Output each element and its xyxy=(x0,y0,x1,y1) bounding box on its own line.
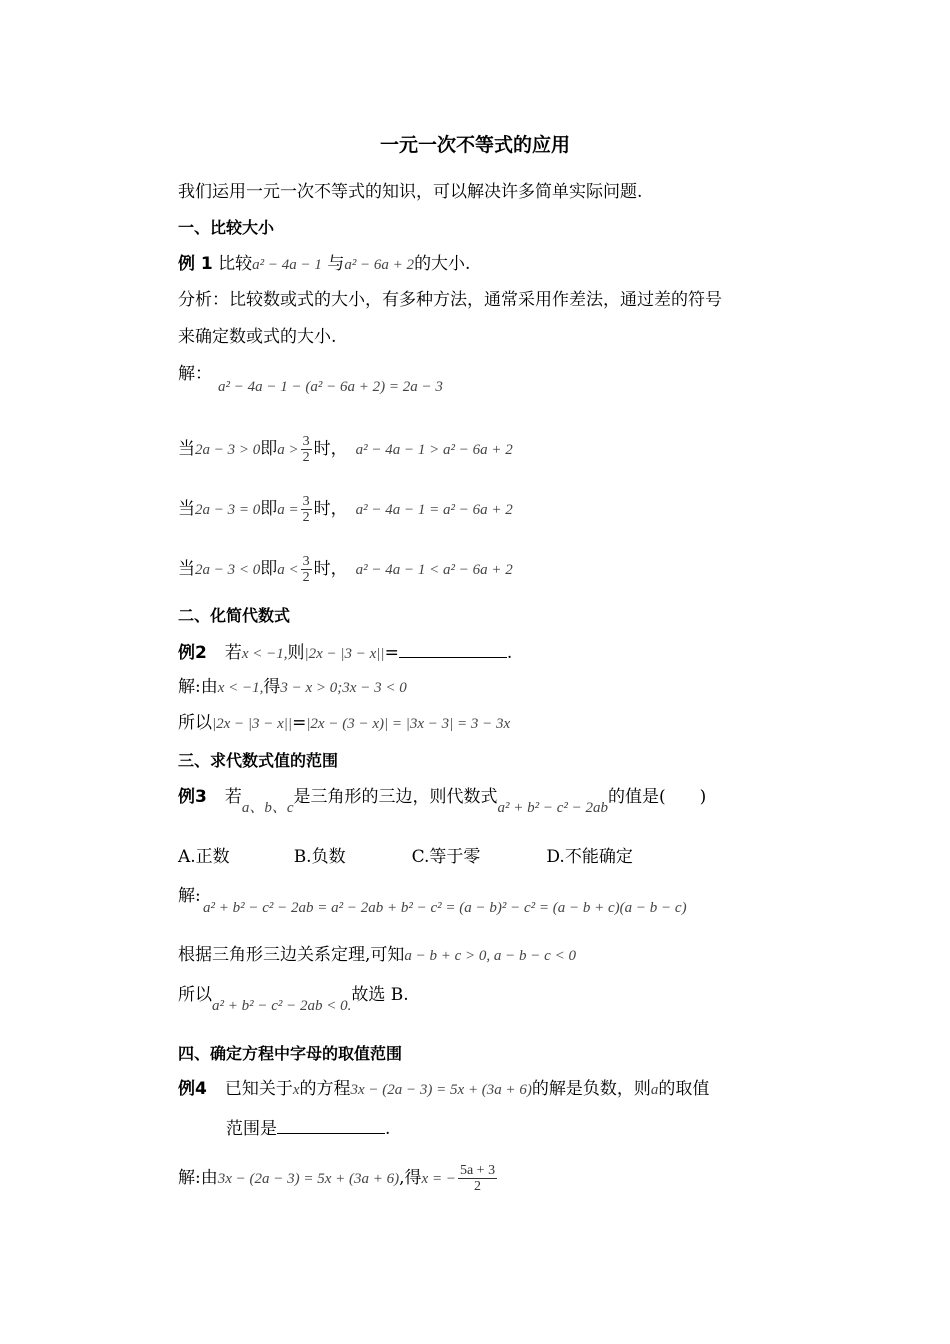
case-1-result: a² − 4a − 1 > a² − 6a + 2 xyxy=(355,442,513,458)
case-1-cond: 2a − 3 > 0 xyxy=(195,442,261,458)
solution-4-equation: 3x − (2a − 3) = 5x + (3a + 6) xyxy=(217,1171,400,1187)
example-4-range-text: 范围是 xyxy=(226,1119,277,1139)
example-2-equals: = xyxy=(384,643,399,663)
example-1-text-3: 的大小. xyxy=(414,254,471,274)
solution-4-var: x = − xyxy=(421,1171,456,1187)
solution-4-fraction: $\frac{5a + 3}{2}$ xyxy=(459,1163,496,1194)
example-4-line-2 xyxy=(226,1116,390,1140)
case-3-text-3: 时， xyxy=(313,559,348,579)
case-2-text-2: 即 xyxy=(260,499,278,519)
case-3-fraction: $\frac{3}{2}$ xyxy=(302,554,310,585)
example-2-text-2: 则 xyxy=(287,643,305,663)
solution-2-text: 解:由 xyxy=(178,677,218,697)
case-1-var: a > xyxy=(277,442,299,458)
solution-2-text-2: 得 xyxy=(263,677,281,697)
example-2-cond: x < −1, xyxy=(241,646,288,662)
case-3-cond: 2a − 3 < 0 xyxy=(195,562,261,578)
example-1-label: 例 1 xyxy=(178,254,213,274)
example-3-label: 例3 xyxy=(178,787,207,807)
case-2-text: 当 xyxy=(178,499,195,519)
example-4 xyxy=(178,1078,709,1101)
example-1-expr-1: a² − 4a − 1 xyxy=(252,257,322,273)
case-2-cond: 2a − 3 = 0 xyxy=(195,502,261,518)
solution-4 xyxy=(178,1163,499,1194)
analysis-line-2: 来确定数或式的大小. xyxy=(178,327,337,347)
case-1-text-3: 时， xyxy=(313,439,348,459)
case-3-result: a² − 4a − 1 < a² − 6a + 2 xyxy=(355,562,513,578)
example-2-text: 若 xyxy=(224,643,242,663)
example-3-text-3: 的值是( ) xyxy=(608,787,707,807)
example-4-text-2: 的方程 xyxy=(299,1079,351,1099)
example-2-expr: |2x − |3 − x|| xyxy=(304,646,385,662)
option-a: A.正数 xyxy=(178,847,230,867)
section-4-heading: 四、确定方程中字母的取值范围 xyxy=(178,1044,403,1063)
solution-3-so: 所以 xyxy=(178,985,212,1005)
solution-2 xyxy=(178,676,407,699)
section-2-heading: 二、化简代数式 xyxy=(178,606,291,625)
solution-1-math: a² − 4a − 1 − (a² − 6a + 2) = 2a − 3 xyxy=(218,379,443,395)
intro-paragraph: 我们运用一元一次不等式的知识，可以解决许多简单实际问题. xyxy=(178,182,643,202)
solution-2-cond: x < −1, xyxy=(217,680,264,696)
example-4-label: 例4 xyxy=(178,1079,207,1099)
example-3 xyxy=(178,786,707,816)
section-1-heading: 一、比较大小 xyxy=(178,218,275,237)
solution-2-expr: |2x − |3 − x|| xyxy=(212,716,293,732)
example-3-text-2: 是三角形的三边，则代数式 xyxy=(293,787,498,807)
case-2-result: a² − 4a − 1 = a² − 6a + 2 xyxy=(355,502,513,518)
solution-2-conclusion xyxy=(178,712,510,735)
example-4-period: . xyxy=(385,1119,391,1139)
solution-2-equals: = xyxy=(292,713,307,733)
example-3-options xyxy=(178,846,633,868)
solution-2-so: 所以 xyxy=(178,713,212,733)
case-3-text: 当 xyxy=(178,559,195,579)
example-3-text: 若 xyxy=(224,787,242,807)
option-d: D.不能确定 xyxy=(546,847,633,867)
case-1 xyxy=(178,434,513,465)
example-4-var: x xyxy=(292,1082,300,1098)
example-1-expr-2: a² − 6a + 2 xyxy=(344,257,415,273)
case-1-text-2: 即 xyxy=(260,439,278,459)
solution-3-expr xyxy=(203,896,687,919)
solution-3-conclusion xyxy=(178,984,409,1014)
example-4-equation: 3x − (2a − 3) = 5x + (3a + 6) xyxy=(350,1082,532,1098)
solution-3-math: a² + b² − c² − 2ab = a² − 2ab + b² − c² = (a − b)² − c² = (a − b + c)(a − b − c) xyxy=(203,900,687,916)
example-4-text-4: 的取值 xyxy=(658,1079,710,1099)
case-2-text-3: 时， xyxy=(313,499,348,519)
case-2 xyxy=(178,494,513,525)
solution-3-theorem-math: a − b + c > 0, a − b − c < 0 xyxy=(404,948,576,964)
option-c: C.等于零 xyxy=(411,847,481,867)
example-1 xyxy=(178,253,470,276)
case-1-fraction: $\frac{3}{2}$ xyxy=(302,434,310,465)
example-3-expr: a² + b² − c² − 2ab xyxy=(497,800,609,816)
example-4-var-a: a xyxy=(650,1082,659,1098)
solution-3-label: 解: xyxy=(178,886,201,906)
solution-1-expr xyxy=(218,375,443,398)
solution-4-text-2: ,得 xyxy=(399,1168,422,1188)
example-2-answer-blank xyxy=(399,640,507,658)
solution-2-result: 3 − x > 0;3x − 3 < 0 xyxy=(280,680,407,696)
example-1-text: 比较 xyxy=(218,254,253,274)
example-2 xyxy=(178,640,512,665)
case-3-var: a < xyxy=(277,562,299,578)
solution-3-theorem-text: 根据三角形三边关系定理,可知 xyxy=(178,945,405,965)
example-3-vars: a、b、c xyxy=(241,800,294,816)
case-1-text: 当 xyxy=(178,439,195,459)
solution-1-label: 解： xyxy=(178,364,212,384)
solution-3-answer: 故选 B. xyxy=(351,985,409,1005)
analysis-line-1: 分析：比较数或式的大小，有多种方法，通常采用作差法，通过差的符号 xyxy=(178,290,722,310)
solution-2-final: |2x − (3 − x)| = |3x − 3| = 3 − 3x xyxy=(306,716,511,732)
option-b: B.负数 xyxy=(293,847,346,867)
example-4-answer-blank xyxy=(277,1116,385,1134)
example-2-label: 例2 xyxy=(178,643,207,663)
solution-3-final: a² + b² − c² − 2ab < 0. xyxy=(212,998,352,1014)
example-1-text-2: 与 xyxy=(327,254,345,274)
example-4-text: 已知关于 xyxy=(224,1079,293,1099)
case-3-text-2: 即 xyxy=(260,559,278,579)
solution-4-text: 解:由 xyxy=(178,1168,218,1188)
solution-3-theorem xyxy=(178,944,576,967)
example-4-text-3: 的解是负数，则 xyxy=(531,1079,651,1099)
case-2-var: a = xyxy=(277,502,299,518)
example-2-period: . xyxy=(506,643,513,663)
case-2-fraction: $\frac{3}{2}$ xyxy=(302,494,310,525)
page-title: 一元一次不等式的应用 xyxy=(379,134,570,156)
case-3 xyxy=(178,554,513,585)
section-3-heading: 三、求代数式值的范围 xyxy=(178,751,339,770)
